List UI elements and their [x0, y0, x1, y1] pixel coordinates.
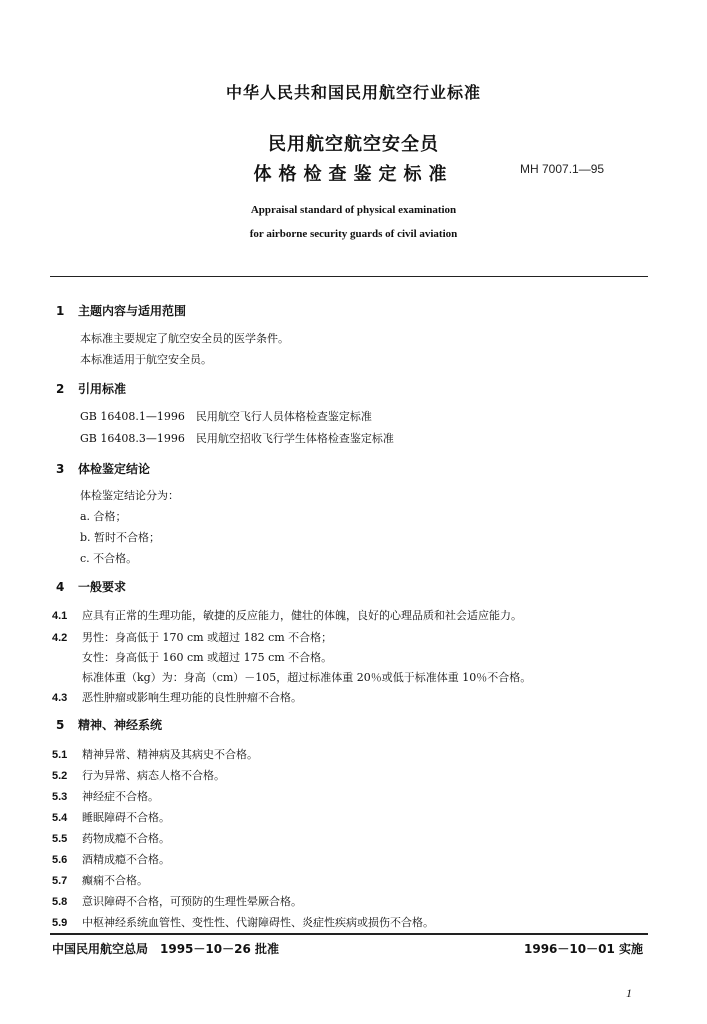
clause-number: 5.7 — [52, 875, 68, 887]
industry-standard-label: 中华人民共和国民用航空行业标准 — [225, 83, 481, 102]
clause-number: 5.8 — [52, 896, 68, 908]
conclusion-intro: 体检鉴定结论分为： — [80, 489, 179, 502]
clause-item — [52, 767, 225, 783]
clause-number: 4.1 — [52, 610, 68, 622]
clause-text: 意识障碍不合格，可预防的生理性晕厥合格。 — [82, 895, 302, 908]
clause-number: 5.3 — [52, 791, 68, 803]
section-title: 主题内容与适用范围 — [78, 304, 187, 318]
clause-item — [52, 746, 258, 762]
section-number: 5 — [56, 718, 65, 732]
clause-number: 4.2 — [52, 632, 68, 644]
section-1-paragraph: 本标准适用于航空安全员。 — [80, 353, 212, 366]
page-number: 1 — [626, 986, 632, 1000]
conclusion-option: b. 暂时不合格； — [80, 531, 161, 544]
conclusion-option: a. 合格； — [80, 510, 127, 523]
clause-4-2-female: 女性：身高低于 160 cm 或超过 175 cm 不合格。 — [82, 651, 333, 664]
document-title-line2: 体格检查鉴定标准 — [253, 164, 454, 185]
section-number: 2 — [56, 382, 65, 396]
conclusion-option: c. 不合格。 — [80, 552, 138, 565]
clause-item — [52, 851, 170, 867]
document-title-line1: 民用航空航空安全员 — [268, 134, 439, 155]
clause-number: 5.2 — [52, 770, 68, 782]
bottom-divider — [50, 933, 648, 935]
clause-4-3 — [52, 689, 302, 705]
clause-text: 睡眠障碍不合格。 — [82, 811, 170, 824]
reference-standard: GB 16408.3—1996 民用航空招收飞行学生体格检查鉴定标准 — [80, 432, 394, 445]
clause-text: 精神异常、精神病及其病史不合格。 — [82, 748, 258, 761]
clause-number: 5.9 — [52, 917, 68, 929]
clause-4-1 — [52, 607, 522, 623]
english-title-line1: Appraisal standard of physical examination — [250, 204, 457, 216]
clause-text: 恶性肿瘤或影响生理功能的良性肿瘤不合格。 — [82, 691, 302, 704]
clause-text: 神经症不合格。 — [82, 790, 159, 803]
reference-standard: GB 16408.1—1996 民用航空飞行人员体格检查鉴定标准 — [80, 410, 372, 423]
clause-item — [52, 893, 302, 909]
section-number: 4 — [56, 580, 65, 594]
section-number: 1 — [56, 304, 65, 318]
clause-number: 4.3 — [52, 692, 68, 704]
clause-text: 中枢神经系统血管性、变性性、代谢障碍性、炎症性疾病或损伤不合格。 — [82, 916, 434, 929]
clause-text: 行为异常、病态人格不合格。 — [82, 769, 225, 782]
section-3-heading — [56, 460, 150, 477]
clause-text: 应具有正常的生理功能，敏捷的反应能力，健壮的体魄，良好的心理品质和社会适应能力。 — [82, 609, 522, 622]
top-divider — [50, 276, 648, 277]
clause-4-2-weight: 标准体重（kg）为：身高（cm）－105，超过标准体重 20％或低于标准体重 10％不合格。 — [82, 671, 532, 684]
clause-number: 5.4 — [52, 812, 68, 824]
clause-text: 药物成瘾不合格。 — [82, 832, 170, 845]
clause-item — [52, 872, 148, 888]
section-4-heading — [56, 578, 126, 595]
clause-text: 癫痫不合格。 — [82, 874, 148, 887]
clause-number: 5.5 — [52, 833, 68, 845]
effective-date: 1996－10－01 实施 — [524, 942, 643, 956]
section-title: 精神、神经系统 — [78, 718, 163, 732]
section-1-heading — [56, 302, 186, 319]
clause-item — [52, 809, 170, 825]
section-number: 3 — [56, 462, 65, 476]
approval-info: 中国民用航空总局 1995－10－26 批准 — [52, 942, 279, 956]
section-title: 体检鉴定结论 — [78, 462, 151, 476]
clause-text: 男性：身高低于 170 cm 或超过 182 cm 不合格； — [82, 631, 333, 644]
clause-item — [52, 830, 170, 846]
section-title: 引用标准 — [78, 382, 127, 396]
clause-item — [52, 788, 159, 804]
standard-number: MH 7007.1—95 — [520, 162, 605, 176]
clause-item — [52, 914, 434, 930]
section-title: 一般要求 — [78, 580, 127, 594]
english-title-line2: for airborne security guards of civil aviation — [249, 228, 458, 240]
section-1-paragraph: 本标准主要规定了航空安全员的医学条件。 — [80, 332, 289, 345]
section-2-heading — [56, 380, 126, 397]
section-5-heading — [56, 716, 162, 733]
clause-number: 5.6 — [52, 854, 68, 866]
clause-number: 5.1 — [52, 749, 68, 761]
clause-text: 酒精成瘾不合格。 — [82, 853, 170, 866]
clause-4-2 — [52, 629, 332, 645]
